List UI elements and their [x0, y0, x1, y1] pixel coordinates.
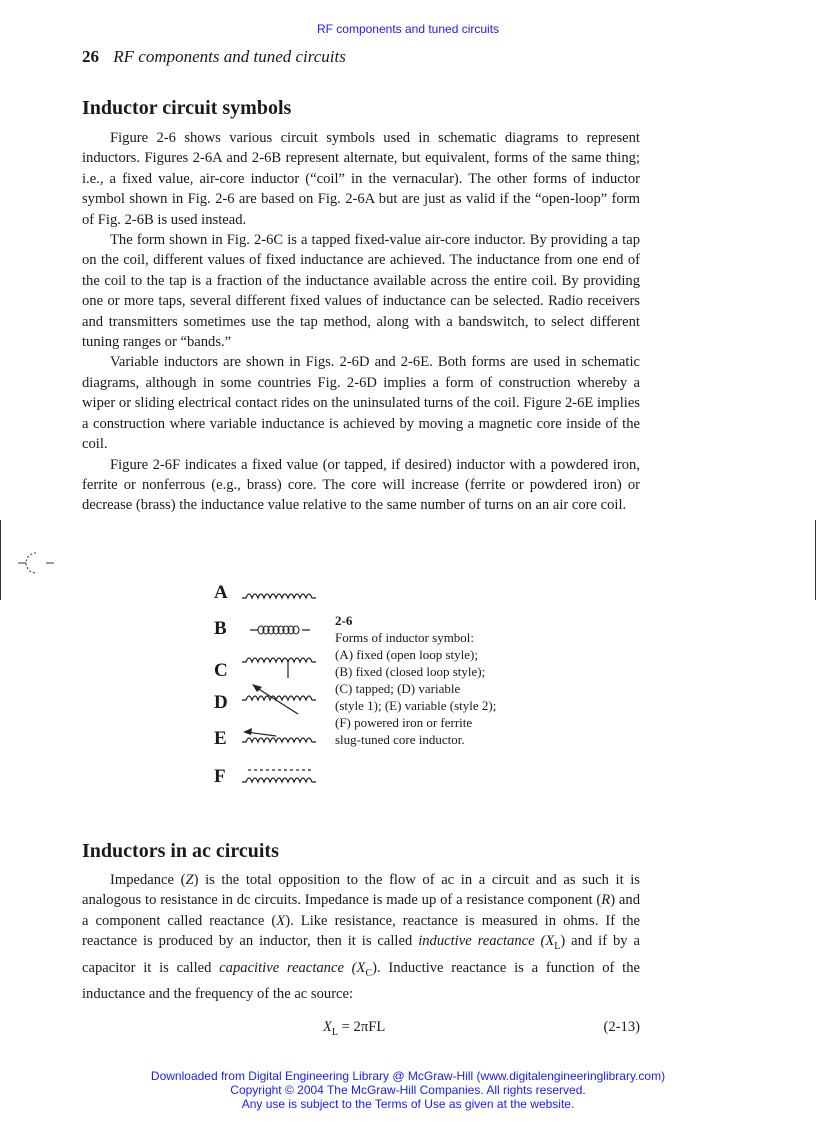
caption-line: (B) fixed (closed loop style); — [335, 664, 486, 679]
paragraph: Variable inductors are shown in Figs. 2-6D and 2-6E. Both forms are used in schematic diagrams, although in some countries Fig. 2-6D implies a form of construction whereby a wiper or sliding electrical contact rides on the uninsulated turns of the coil. Figure 2-6E implies a construction where variable inductance is achieved by moving a magnetic core inside of the coil. — [82, 354, 640, 453]
paragraph: Figure 2-6 shows various circuit symbols used in schematic diagrams to represent inductors. Figures 2-6A and 2-6B represent alternate, but equivalent, forms of the same thing; i.e., a fixed value, air-core inductor (“coil” in the vernacular). The other forms of inductor symbol shown in Fig. 2-6 are based on Fig. 2-6A but are just as valid if the “open-loop” form of Fig. 2-6B is used instead. — [82, 130, 640, 228]
footer-download-link[interactable]: Downloaded from Digital Engineering Library @ McGraw-Hill (www.digitalengineeringlibrary.com) — [150, 1069, 666, 1083]
figure-number: 2-6 — [335, 613, 353, 628]
equation-2-13 — [82, 1019, 640, 1041]
fixed-open-loop-inductor-icon — [240, 584, 320, 604]
figure-label-f: F — [214, 766, 226, 787]
top-chapter-link[interactable]: RF components and tuned circuits — [316, 22, 500, 36]
footer-copyright-line: Copyright © 2004 The McGraw-Hill Companies. All rights reserved. — [230, 1083, 586, 1097]
paragraph: The form shown in Fig. 2-6C is a tapped fixed-value air-core inductor. By providing a tap on the coil, different values of fixed inductance are achieved. The inductance from one end of the coil to the tap is a fraction of the inductance available across the entire coil. By providing one or more taps, several different fixed values of inductance can be selected. Radio receivers and transmitters sometimes use the tap method, along with a bandswitch, to select different tuning ranges or “bands.” — [82, 232, 640, 351]
footer-terms-link[interactable]: Any use is subject to the Terms of Use as given at the website. — [241, 1097, 575, 1111]
section1-body — [82, 128, 640, 516]
equation-body: $X_L = 2\pi FL$ — [323, 1019, 386, 1038]
caption-line: Forms of inductor symbol: — [335, 630, 475, 645]
figure-caption — [335, 612, 595, 748]
figure-label-d: D — [214, 692, 228, 713]
tapped-inductor-icon — [240, 650, 320, 680]
crop-bar-left — [0, 520, 1, 600]
figure-label-e: E — [214, 728, 227, 749]
paragraph: Figure 2-6F indicates a fixed value (or tapped, if desired) inductor with a powdered iron, ferrite or nonferrous (e.g., brass) core. The core will increase (ferrite or powdered iron) or decrease (brass) the inductance value relative to the same number of turns on an air core coil. — [82, 456, 640, 514]
registration-mark-icon — [16, 548, 56, 578]
variable-wiper-inductor-icon — [240, 680, 320, 718]
paragraph: Impedance (Z) is the total opposition to the flow of ac in a circuit and as such it is analogous to resistance in dc circuits. Impedance is made up of a resistance component (R) and a component called reactance (X). Like resistance, reactance is measured in ohms. If the reactance is produced by an inductor, then it is called inductive reactance $(X_L)$ and if by a capacitor it is called capacitive reactance $(X_C)$. Inductive reactance is a function of the inductance and the frequency of the ac source: — [82, 872, 640, 1002]
section-heading-inductors-ac: Inductors in ac circuits — [82, 840, 279, 862]
footer-copyright — [0, 1069, 816, 1111]
caption-line: slug-tuned core inductor. — [335, 732, 465, 747]
figure-label-a: A — [214, 582, 228, 603]
figure-label-c: C — [214, 660, 228, 681]
equation-number: (2-13) — [603, 1019, 640, 1035]
variable-slug-inductor-icon — [240, 724, 320, 750]
ferrite-core-inductor-icon — [240, 764, 320, 788]
running-head — [82, 47, 346, 67]
caption-line: (F) powered iron or ferrite — [335, 715, 473, 730]
page-number: 26 — [82, 47, 99, 66]
fixed-closed-loop-inductor-icon — [240, 620, 320, 640]
figure-label-b: B — [214, 618, 227, 639]
caption-line: (C) tapped; (D) variable — [335, 681, 461, 696]
running-title: RF components and tuned circuits — [113, 47, 346, 66]
section2-body — [82, 870, 640, 1004]
caption-line: (A) fixed (open loop style); — [335, 647, 478, 662]
section-heading-inductor-symbols: Inductor circuit symbols — [82, 97, 292, 119]
caption-line: (style 1); (E) variable (style 2); — [335, 698, 497, 713]
